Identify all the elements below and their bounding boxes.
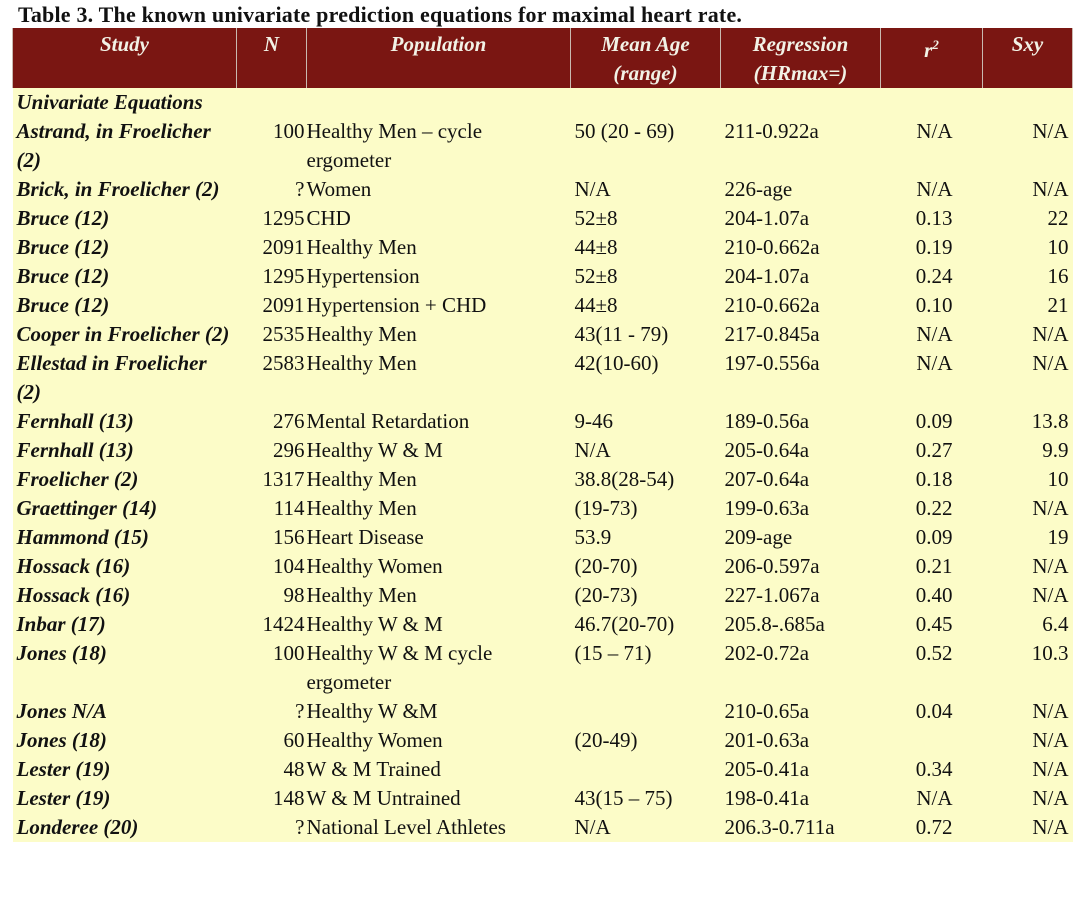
cell-population: Mental Retardation [306,409,470,433]
table-row [13,320,1073,349]
cell-population: W & M Untrained [306,786,461,810]
cell-study: Jones (18) [16,641,107,665]
header-study [13,28,237,88]
cell-sxy: 6.4 [1042,612,1069,636]
table-row [13,755,1073,784]
cell-age [571,697,721,726]
cell-age: (15 – 71) [574,641,652,665]
cell-sxy: N/A [1032,496,1069,520]
header-population-label: Population [390,32,487,56]
header-row [13,28,1073,88]
hrmax-equations-table [12,28,1073,842]
cell-sxy: N/A [1032,351,1069,375]
cell-study: Bruce (12) [16,235,110,259]
cell-r2: 0.22 [915,496,953,520]
cell-sxy: N/A [1032,554,1069,578]
header-sxy [983,28,1073,88]
table-row [13,523,1073,552]
cell-age: 53.9 [574,525,612,549]
cell-population: Healthy Men [306,496,417,520]
table-row [13,175,1073,204]
cell-regression: 204-1.07a [724,206,810,230]
cell-regression: 199-0.63a [724,496,810,520]
cell-age [571,755,721,784]
cell-study: Jones (18) [16,728,107,752]
cell-age: 43(15 – 75) [574,786,673,810]
cell-sxy: N/A [1032,119,1069,143]
cell-sxy: N/A [1032,728,1069,752]
cell-population: Healthy Men – cycle ergometer [306,119,483,172]
cell-study: Brick, in Froelicher (2) [16,177,220,201]
cell-sxy: 22 [1047,206,1069,230]
group-row [13,88,1073,117]
cell-regression: 209-age [724,525,793,549]
cell-study: Londeree (20) [16,815,139,839]
cell-age: (20-70) [574,554,638,578]
header-n [237,28,307,88]
cell-population: Healthy Men [306,322,417,346]
cell-sxy: 10 [1047,467,1069,491]
cell-study: Hossack (16) [16,554,131,578]
cell-study: Bruce (12) [16,206,110,230]
cell-study: Graettinger (14) [16,496,158,520]
cell-r2: 0.27 [915,438,953,462]
cell-n: 100 [273,119,305,143]
cell-sxy: 16 [1047,264,1069,288]
cell-population: Healthy Men [306,235,417,259]
cell-sxy: N/A [1032,699,1069,723]
cell-r2 [881,726,983,755]
header-r2 [881,28,983,88]
header-study-label: Study [99,32,149,56]
cell-regression: 198-0.41a [724,786,810,810]
header-regression-formula-label: (HRmax=) [753,61,848,85]
cell-sxy: 13.8 [1031,409,1069,433]
table-row [13,262,1073,291]
cell-population: Healthy Men [306,583,417,607]
table-row [13,494,1073,523]
cell-sxy: 9.9 [1042,438,1069,462]
cell-regression: 207-0.64a [724,467,810,491]
cell-n: ? [295,699,305,723]
cell-sxy: 21 [1047,293,1069,317]
cell-n: 156 [273,525,305,549]
cell-n: 2091 [262,293,305,317]
cell-study: Bruce (12) [16,264,110,288]
header-r2-superscript: 2 [932,37,939,52]
cell-r2: 0.19 [915,235,953,259]
cell-sxy: 10 [1047,235,1069,259]
cell-population: Healthy W & M [306,612,443,636]
cell-study: Fernhall (13) [16,438,134,462]
cell-regression: 205.8-.685a [724,612,825,636]
cell-r2: N/A [916,119,953,143]
cell-r2: 0.13 [915,206,953,230]
table-row [13,349,1073,407]
cell-study: Froelicher (2) [16,467,139,491]
table-header [13,28,1073,88]
cell-age: (20-73) [574,583,638,607]
cell-study: Lester (19) [16,786,111,810]
cell-regression: 210-0.65a [724,699,810,723]
cell-r2: 0.09 [915,525,953,549]
cell-sxy: N/A [1032,786,1069,810]
cell-age: 44±8 [574,293,618,317]
cell-n: 60 [283,728,305,752]
cell-r2: 0.18 [915,467,953,491]
cell-regression: 201-0.63a [724,728,810,752]
cell-age: 42(10-60) [574,351,659,375]
cell-population: Healthy W &M [306,699,438,723]
cell-n: 296 [273,438,305,462]
table-row [13,436,1073,465]
cell-age: (19-73) [574,496,638,520]
cell-population: National Level Athletes [306,815,506,839]
cell-study: Lester (19) [16,757,111,781]
cell-sxy: N/A [1032,815,1069,839]
cell-n: 114 [273,496,305,520]
cell-study: Fernhall (13) [16,409,134,433]
cell-n: 148 [273,786,305,810]
cell-r2: 0.52 [915,641,953,665]
cell-r2: 0.21 [915,554,953,578]
cell-age: (20-49) [574,728,638,752]
cell-population: Hypertension [306,264,420,288]
cell-n: 276 [273,409,305,433]
cell-study: Hammond (15) [16,525,149,549]
table-row [13,117,1073,175]
table-row [13,233,1073,262]
header-regression [721,28,881,88]
cell-study: Astrand, in Froelicher (2) [16,119,211,172]
cell-r2: 0.24 [915,264,953,288]
cell-regression: 211-0.922a [724,119,819,143]
cell-age: 46.7(20-70) [574,612,675,636]
cell-population: Healthy Men [306,351,417,375]
cell-age: 52±8 [574,264,618,288]
table-row [13,639,1073,697]
table-row [13,204,1073,233]
cell-r2: N/A [916,786,953,810]
cell-r2: 0.72 [915,815,953,839]
cell-age: 9-46 [574,409,613,433]
header-mean-age [571,28,721,88]
cell-age: N/A [574,815,611,839]
header-sxy-label: Sxy [1011,32,1044,56]
table-row [13,610,1073,639]
cell-population: Healthy Women [306,554,443,578]
cell-age: 43(11 - 79) [574,322,669,346]
cell-population: CHD [306,206,351,230]
cell-population: Heart Disease [306,525,424,549]
cell-study: Hossack (16) [16,583,131,607]
cell-regression: 217-0.845a [724,322,820,346]
header-population [307,28,571,88]
table-row [13,581,1073,610]
group-label: Univariate Equations [16,90,203,114]
table-body [13,88,1073,842]
table-row [13,291,1073,320]
cell-study: Jones N/A [16,699,107,723]
header-regression-label: Regression [752,32,849,56]
cell-age: 38.8(28-54) [574,467,675,491]
cell-population: Women [306,177,372,201]
cell-sxy: N/A [1032,757,1069,781]
header-mean-age-label: Mean Age [601,32,690,56]
table-row [13,465,1073,494]
cell-n: 104 [273,554,305,578]
cell-r2: 0.10 [915,293,953,317]
cell-sxy: N/A [1032,583,1069,607]
cell-population: W & M Trained [306,757,441,781]
cell-r2: N/A [916,351,953,375]
cell-age: N/A [574,438,611,462]
cell-r2: N/A [916,322,953,346]
table-row [13,784,1073,813]
cell-r2: 0.40 [915,583,953,607]
cell-regression: 205-0.64a [724,438,810,462]
cell-population: Healthy W & M cycle ergometer [306,641,493,694]
cell-sxy: N/A [1032,177,1069,201]
header-r2-label: r [924,38,933,62]
header-n-label: N [263,32,280,56]
cell-regression: 205-0.41a [724,757,810,781]
cell-age: N/A [574,177,611,201]
cell-population: Healthy Men [306,467,417,491]
table-row [13,726,1073,755]
cell-n: 1295 [262,206,305,230]
cell-regression: 206.3-0.711a [724,815,835,839]
table-row [13,697,1073,726]
cell-regression: 226-age [724,177,793,201]
cell-regression: 202-0.72a [724,641,810,665]
cell-regression: 197-0.556a [724,351,820,375]
table-row [13,813,1073,842]
cell-n: 100 [273,641,305,665]
cell-n: ? [295,177,305,201]
cell-n: 98 [283,583,305,607]
cell-population: Hypertension + CHD [306,293,487,317]
cell-age: 44±8 [574,235,618,259]
cell-n: ? [295,815,305,839]
cell-age: 52±8 [574,206,618,230]
table-row [13,552,1073,581]
cell-n: 2535 [262,322,305,346]
cell-regression: 210-0.662a [724,235,820,259]
header-mean-age-range-label: (range) [613,61,678,85]
cell-r2: 0.34 [915,757,953,781]
cell-study: Inbar (17) [16,612,106,636]
table-caption: Table 3. The known univariate prediction equations for maximal heart rate. [18,2,743,27]
cell-r2: 0.09 [915,409,953,433]
cell-n: 2583 [262,351,305,375]
cell-n: 48 [283,757,305,781]
cell-r2: 0.45 [915,612,953,636]
cell-sxy: N/A [1032,322,1069,346]
cell-n: 2091 [262,235,305,259]
cell-sxy: 19 [1047,525,1069,549]
cell-n: 1317 [262,467,305,491]
table-row [13,407,1073,436]
cell-regression: 206-0.597a [724,554,820,578]
cell-n: 1424 [262,612,305,636]
cell-sxy: 10.3 [1031,641,1069,665]
cell-regression: 189-0.56a [724,409,810,433]
cell-population: Healthy W & M [306,438,443,462]
cell-population: Healthy Women [306,728,443,752]
cell-regression: 227-1.067a [724,583,820,607]
cell-study: Cooper in Froelicher (2) [16,322,230,346]
cell-age: 50 (20 - 69) [574,119,675,143]
cell-regression: 204-1.07a [724,264,810,288]
cell-r2: 0.04 [915,699,953,723]
cell-r2: N/A [916,177,953,201]
cell-regression: 210-0.662a [724,293,820,317]
cell-study: Ellestad in Froelicher (2) [16,351,207,404]
cell-n: 1295 [262,264,305,288]
cell-study: Bruce (12) [16,293,110,317]
